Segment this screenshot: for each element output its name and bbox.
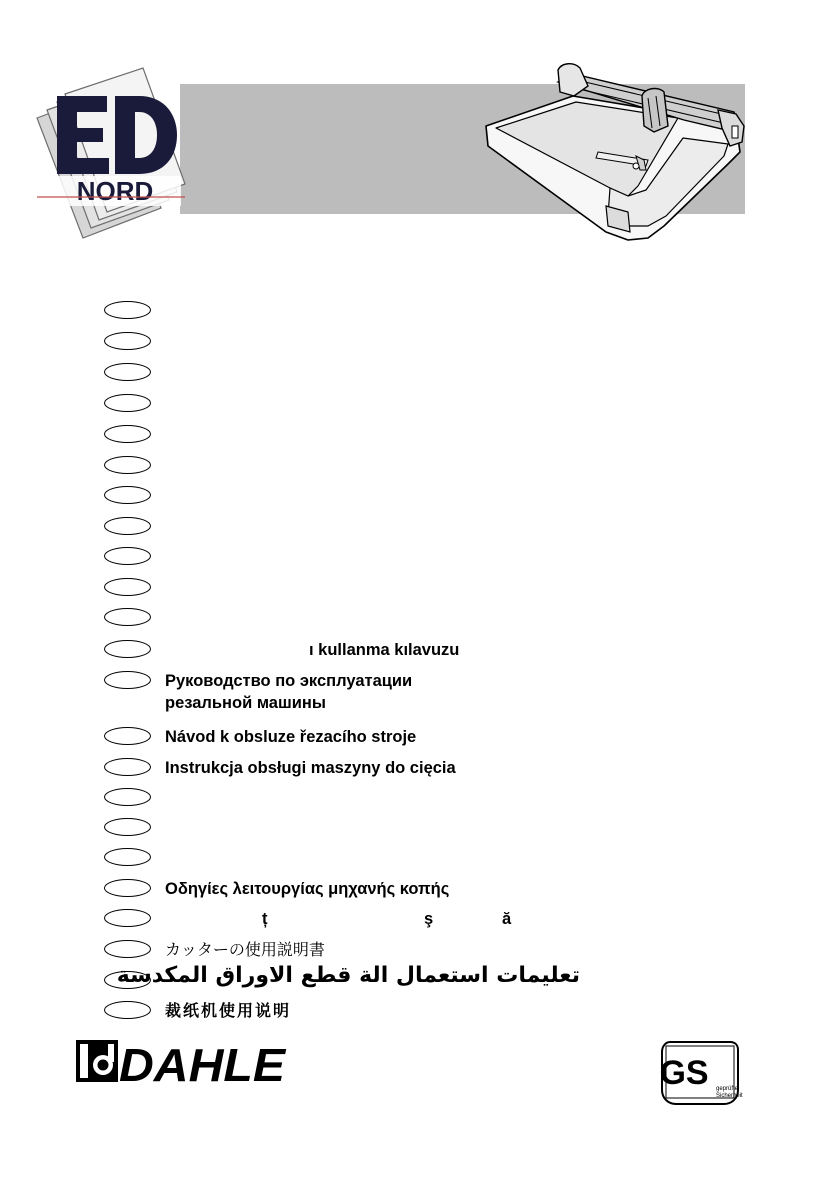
language-code-oval (104, 671, 151, 689)
language-code-oval (104, 301, 151, 319)
language-row-16 (104, 788, 704, 814)
language-code-oval (104, 727, 151, 745)
language-code-oval (104, 363, 151, 381)
language-row-turkish (104, 640, 704, 666)
language-code-oval (104, 486, 151, 504)
language-title-line-2: резальной машины (165, 694, 326, 712)
language-title-fragment-2: ş (424, 910, 434, 928)
language-title (165, 670, 412, 714)
language-code-oval (104, 517, 151, 535)
language-row-11 (104, 608, 704, 634)
language-code-oval (104, 788, 151, 806)
language-row-romanian (104, 909, 704, 935)
language-code-oval (104, 879, 151, 897)
dahle-logo (70, 1036, 288, 1091)
language-row-3 (104, 363, 704, 389)
language-code-oval (104, 608, 151, 626)
language-title-fragment-1: ț (262, 910, 268, 928)
language-row-polish (104, 758, 704, 784)
language-row-2 (104, 332, 704, 358)
language-code-oval (104, 394, 151, 412)
language-title: تعليمات استعمال الة قطع الاوراق المكدسة (116, 963, 580, 988)
language-code-oval (104, 332, 151, 350)
language-row-7 (104, 486, 704, 512)
language-title: カッターの使用説明書 (165, 940, 325, 959)
language-code-oval (104, 818, 151, 836)
language-title-fragment-3: ă (502, 910, 512, 928)
language-title-line-1: Руководство по эксплуатации (165, 672, 413, 690)
language-row-greek (104, 879, 704, 905)
language-row-czech (104, 727, 704, 753)
language-code-oval (104, 940, 151, 958)
language-code-oval (104, 456, 151, 474)
language-title: Instrukcja obsługi maszyny do cięcia (165, 759, 456, 777)
dahle-logo-text: DAHLE (119, 1039, 287, 1091)
gs-letters: GS (659, 1054, 709, 1092)
language-row-10 (104, 578, 704, 604)
language-code-oval (104, 1001, 151, 1019)
language-code-oval (104, 547, 151, 565)
language-code-oval (104, 640, 151, 658)
language-row-18 (104, 848, 704, 874)
language-code-oval (104, 909, 151, 927)
gs-certification-mark (659, 1040, 743, 1106)
language-title: Οδηγίες λειτουργίας μηχανής κοπής (165, 880, 450, 898)
language-row-4 (104, 394, 704, 420)
language-title: 裁纸机使用说明 (165, 1001, 292, 1020)
language-row-6 (104, 456, 704, 482)
language-title: Návod k obsluze řezacího stroje (165, 728, 417, 746)
language-code-oval (104, 848, 151, 866)
language-row-8 (104, 517, 704, 543)
language-row-17 (104, 818, 704, 844)
language-row-5 (104, 425, 704, 451)
language-title: ı kullanma kılavuzu (309, 641, 460, 659)
language-row-russian (104, 671, 704, 715)
language-row-chinese (104, 1001, 704, 1027)
ed-nord-logo-text: NORD (76, 176, 154, 206)
language-row-9 (104, 547, 704, 573)
gs-text-line-2: Sicherheit (716, 1093, 743, 1099)
language-code-oval (104, 758, 151, 776)
language-row-arabic (104, 963, 704, 997)
language-code-oval (104, 578, 151, 596)
language-code-oval (104, 425, 151, 443)
language-row-1 (104, 301, 704, 327)
gs-text-line-1: geprüfte (716, 1086, 739, 1092)
